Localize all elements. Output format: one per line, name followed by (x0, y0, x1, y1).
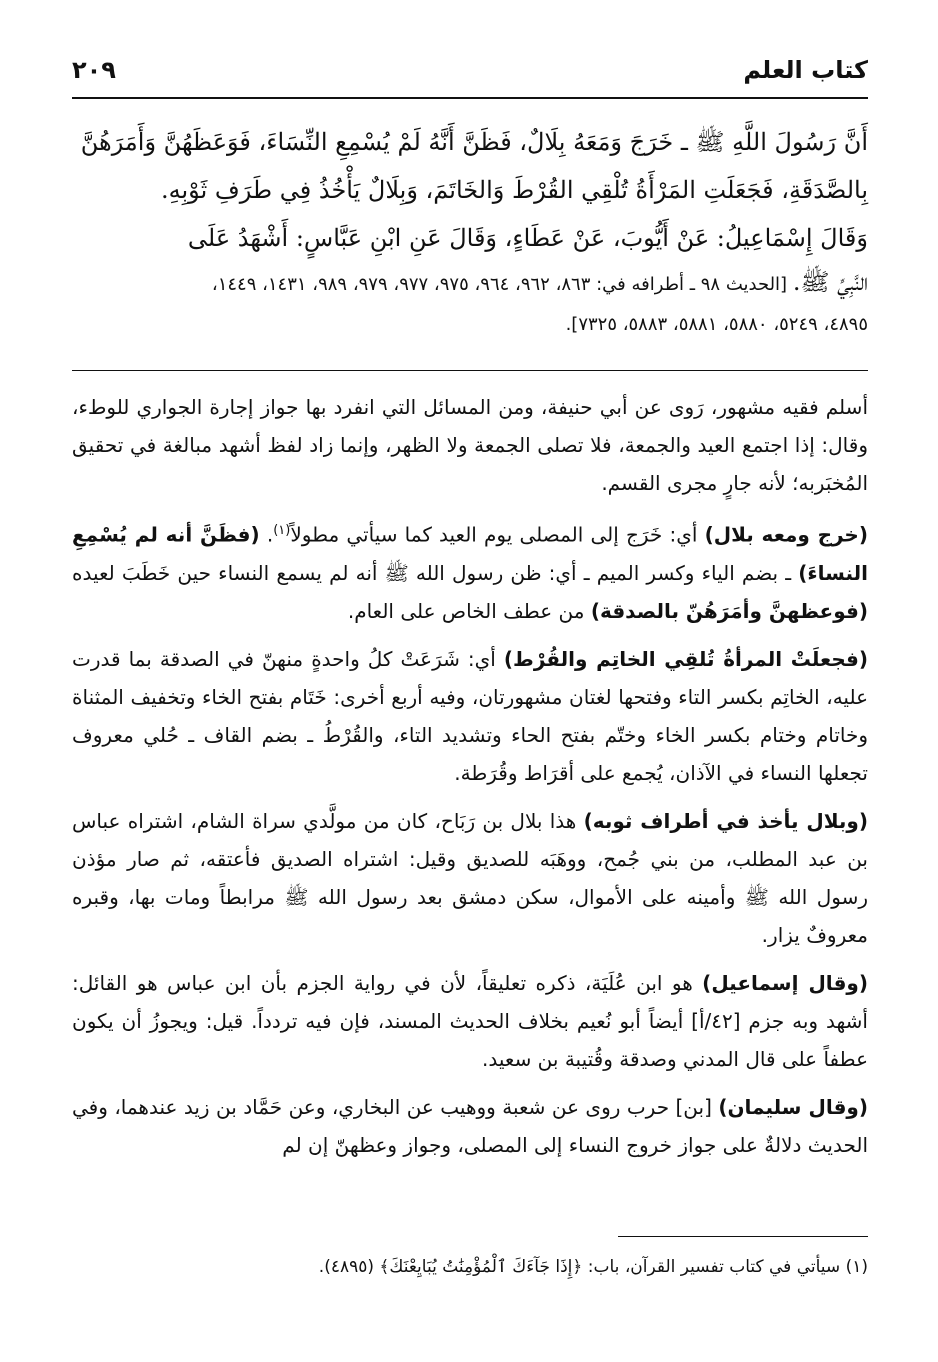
page-header (72, 50, 868, 90)
header-rule (72, 97, 868, 99)
hadith-reference: ٤٨٩٥، ٥٢٤٩، ٥٨٨٠، ٥٨٨١، ٥٨٨٣، ٧٣٢٥]. (565, 314, 868, 335)
footnote: (١) سيأتي في كتاب تفسير القرآن، باب: ﴿إِذَا جَآءَكَ ٱلْمُؤْمِنَٰتُ يُبَايِعْنَكَ﴾ (٤٨٩٥). (318, 1257, 868, 1277)
lemma: (فجعلَتْ المرأةُ تُلقِي الخاتِم والقُرْط) (503, 646, 868, 671)
lemma: (فظَنَّ أنه لم يُسْمِعِ النساءَ) (72, 522, 868, 585)
lemma: (وقال إسماعيل) (702, 970, 868, 995)
hadith-reference: [الحديث ٩٨ ـ أطرافه في: ٨٦٣، ٩٦٢، ٩٦٤، ٩٧٥، ٩٧٧، ٩٧٩، ٩٨٩، ١٤٣١، ١٤٤٩، (211, 274, 788, 295)
commentary-paragraph (72, 1088, 868, 1164)
commentary-paragraph (72, 964, 868, 1078)
lemma: (خرج ومعه بلال) (704, 522, 868, 547)
commentary (72, 388, 868, 1174)
commentary-text: هو ابن عُلَيَة، ذكره تعليقاً، لأن في رواية الجزم بأن ابن عباس هو القائل: أشهد وبه جزم [٤٢/أ] أيضاً أبو نُعيم بخلاف الحديث المسند، فإن فيه تردداً. قيل: ويجوزُ أن يكون عطفاً على قال المدني وصدقة وقُتيبة بن سعيد. (72, 970, 868, 1071)
commentary-paragraph: أسلم فقيه مشهور، رَوى عن أبي حنيفة، ومن المسائل التي انفرد بها جواز إجارة الجواري للوطء، وقال: إذا اجتمع العيد والجمعة، فلا تصلى الجمعة ولا الظهر، وإنما زاد لفظ أشهد مبالغة في تحقيق المُخبَربه؛ لأنه جارٍ مجرى القسم. (72, 395, 868, 495)
commentary-text: من عطف الخاص على العام. (347, 598, 591, 623)
commentary-text: . (259, 522, 274, 547)
book-title: كتاب العلم (743, 56, 868, 84)
commentary-text: [بن] حرب روى عن شعبة ووهيب عن البخاري، وعن حَمَّاد بن زيد عندهما، وفي الحديث دلالةٌ على جواز خروج النساء إلى المصلى، وجواز وعظهنّ إن لم (72, 1094, 868, 1157)
separator-rule (72, 370, 868, 371)
hadith-line: أَنَّ رَسُولَ اللَّهِ ﷺ ـ خَرَجَ وَمَعَهُ بِلَالٌ، فَظَنَّ أَنَّهُ لَمْ يُسْمِعِ النِّسَاءَ، فَوَعَظَهُنَّ وَأَمَرَهُنَّ (80, 128, 868, 156)
hadith-text (72, 118, 868, 345)
commentary-paragraph (72, 640, 868, 792)
hadith-line: بِالصَّدَقَةِ، فَجَعَلَتِ المَرْأَةُ تُلْقِي القُرْطَ وَالخَاتَمَ، وَبِلَالٌ يَأْخُذُ فِي طَرَفِ ثَوْبِهِ. (161, 176, 868, 204)
commentary-text: أي: شَرَعَتْ كلُ واحدةٍ منهنّ في الصدقة بما قدرت عليه، الخاتِم بكسر التاء وفتحها لغتان مشهورتان، وفيه أربع أخرى: خَتَام بفتح الخاء وتخفيف المثناة وخاتام وختام بكسر الخاء وختّم بفتح الحاء وتشديد التاء، والقُرْطُ ـ بضم القاف ـ حُلي معروف تجعلها النساء في الآذان، يُجمع على أقرَاط وقُرَطة. (72, 646, 868, 785)
commentary-text: ـ بضم الياء وكسر الميم ـ أي: ظن رسول الله ﷺ أنه لم يسمع النساء حين خَطَبَ لعيده (72, 560, 799, 585)
book-page (72, 50, 869, 1277)
commentary-text: هذا بلال بن رَبَاح، كان من مولَّدي سراة الشام، اشتراه عباس بن عبد المطلب، من بني جُمح، ووهَبَه للصديق وقيل: اشتراه الصديق فأعتقه، ثم صار مؤذن رسول الله ﷺ وأمينه على الأموال، سكن دمشق بعد رسول الله ﷺ مرابطاً ومات بها، وقبره معروفٌ يزار. (72, 808, 868, 947)
commentary-paragraph (72, 802, 868, 954)
lemma: (فوعظهنَّ وأمَرَهُنّ بالصدقة) (590, 598, 868, 623)
hadith-line-start: النَّبِيِّ ﷺ. (792, 268, 868, 296)
hadith-line (72, 262, 868, 305)
footnote-marker[interactable]: (١) (273, 523, 291, 538)
lemma: (وقال سليمان) (718, 1094, 869, 1119)
footnote-rule (618, 1236, 868, 1237)
commentary-text: أي: خَرَج إلى المصلى يوم العيد كما سيأتي مطولاً (290, 522, 705, 547)
hadith-line: وَقَالَ إِسْمَاعِيلُ: عَنْ أَيُّوبَ، عَنْ عَطَاءٍ، وَقَالَ عَنِ ابْنِ عَبَّاسٍ: أَشْهَدُ عَلَى (187, 224, 868, 252)
commentary-paragraph (72, 512, 868, 630)
page-number: ٢٠٩ (72, 56, 116, 84)
lemma: (وبلال يأخذ في أطراف ثوبه) (583, 808, 869, 833)
